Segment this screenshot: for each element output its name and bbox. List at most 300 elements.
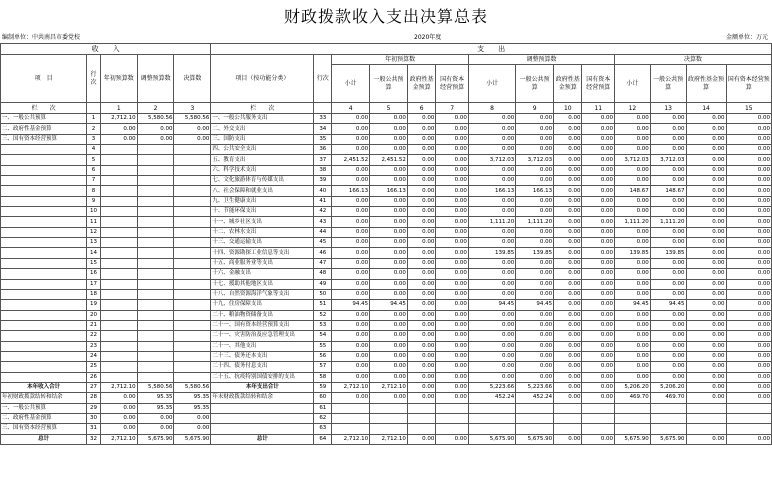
expense-amount-cell: 0.00 <box>370 227 408 237</box>
table-row <box>1 351 772 361</box>
expense-amount-cell: 0.00 <box>554 196 582 206</box>
final-cell: 95.35 <box>174 403 211 413</box>
income-item-cell <box>1 289 87 299</box>
budget-adjusted-cell <box>137 155 174 165</box>
expense-item-cell: 总计 <box>211 434 314 444</box>
expense-item-cell: 一、一般公共服务支出 <box>211 114 314 124</box>
final-cell <box>174 196 211 206</box>
expense-amount-cell <box>726 403 771 413</box>
col-number-cell: 15 <box>726 103 771 114</box>
expense-rowno-cell: 40 <box>314 186 332 196</box>
expense-amount-cell: 148.67 <box>615 186 651 196</box>
expense-amount-cell: 0.00 <box>554 331 582 341</box>
expense-amount-cell: 0.00 <box>554 238 582 248</box>
state-capital-header: 国有资本经营预算 <box>582 65 615 103</box>
budget-adjusted-cell: 0.00 <box>137 413 174 423</box>
expense-amount-cell: 0.00 <box>516 145 554 155</box>
expense-amount-cell: 0.00 <box>554 114 582 124</box>
expense-amount-cell: 0.00 <box>615 269 651 279</box>
budget-initial-cell: 0.00 <box>100 393 137 403</box>
expense-amount-cell: 0.00 <box>332 279 370 289</box>
final-cell <box>174 227 211 237</box>
expense-amount-cell: 0.00 <box>554 227 582 237</box>
budget-initial-cell <box>100 238 137 248</box>
expense-amount-cell: 0.00 <box>554 165 582 175</box>
expense-item-cell: 十一、城乡社区支出 <box>211 217 314 227</box>
expense-rowno-cell: 36 <box>314 145 332 155</box>
expense-amount-cell: 0.00 <box>468 341 515 351</box>
expense-amount-cell <box>615 403 651 413</box>
col-label-cell: 栏 次 <box>211 103 314 114</box>
expense-amount-cell <box>650 424 686 434</box>
col-number-cell: 10 <box>554 103 582 114</box>
expense-amount-cell <box>554 403 582 413</box>
col-number-cell: 7 <box>436 103 469 114</box>
expense-amount-cell: 0.00 <box>332 196 370 206</box>
expense-amount-cell: 0.00 <box>615 207 651 217</box>
budget-adjusted-cell <box>137 207 174 217</box>
expense-amount-cell: 0.00 <box>615 341 651 351</box>
expense-amount-cell: 0.00 <box>582 269 615 279</box>
expense-rowno-cell: 42 <box>314 207 332 217</box>
expense-amount-cell: 0.00 <box>468 134 515 144</box>
expense-amount-cell: 0.00 <box>582 134 615 144</box>
expense-amount-cell: 0.00 <box>726 289 771 299</box>
income-rowno-cell: 30 <box>87 413 101 423</box>
expense-amount-cell: 0.00 <box>436 320 469 330</box>
expense-amount-cell: 0.00 <box>582 279 615 289</box>
income-rowno-cell: 6 <box>87 165 101 175</box>
expense-amount-cell: 0.00 <box>468 258 515 268</box>
fiscal-year: 2020年度 <box>414 34 442 41</box>
expense-rowno-cell: 54 <box>314 331 332 341</box>
expense-amount-cell: 0.00 <box>582 372 615 382</box>
table-row <box>1 248 772 258</box>
expense-amount-cell: 0.00 <box>726 331 771 341</box>
expense-amount-cell: 0.00 <box>554 372 582 382</box>
col-number-cell: 4 <box>332 103 370 114</box>
expense-amount-cell: 0.00 <box>436 393 469 403</box>
expense-item-cell: 十四、资源勘探工业信息等支出 <box>211 248 314 258</box>
expense-amount-cell: 0.00 <box>686 124 726 134</box>
expense-amount-cell <box>370 403 408 413</box>
expense-amount-cell: 0.00 <box>726 341 771 351</box>
budget-adjusted-cell <box>137 227 174 237</box>
expense-rowno-cell: 59 <box>314 382 332 392</box>
expense-amount-cell: 0.00 <box>516 320 554 330</box>
expense-item-cell: 七、文化旅游体育与传媒支出 <box>211 176 314 186</box>
expense-amount-cell: 3,712.03 <box>615 155 651 165</box>
expense-amount-cell: 0.00 <box>582 258 615 268</box>
final-cell <box>174 362 211 372</box>
final-cell: 5,580.56 <box>174 382 211 392</box>
expense-amount-cell: 0.00 <box>615 279 651 289</box>
expense-rowno-cell: 55 <box>314 341 332 351</box>
income-rowno-cell: 4 <box>87 145 101 155</box>
expense-amount-cell: 0.00 <box>516 114 554 124</box>
budget-adjusted-cell <box>137 310 174 320</box>
expense-item-cell: 十、节能环保支出 <box>211 207 314 217</box>
expense-amount-cell: 0.00 <box>332 372 370 382</box>
col-label-cell: 栏 次 <box>1 103 87 114</box>
expense-amount-cell: 0.00 <box>407 372 435 382</box>
expense-amount-cell <box>650 413 686 423</box>
expense-rowno-cell: 60 <box>314 393 332 403</box>
expense-amount-cell: 0.00 <box>686 393 726 403</box>
expense-amount-cell: 0.00 <box>582 165 615 175</box>
expense-amount-cell: 0.00 <box>407 186 435 196</box>
expense-amount-cell: 0.00 <box>516 341 554 351</box>
expense-amount-cell: 0.00 <box>407 176 435 186</box>
table-row <box>1 145 772 155</box>
expense-amount-cell: 0.00 <box>370 114 408 124</box>
expense-amount-cell: 0.00 <box>436 331 469 341</box>
budget-initial-cell <box>100 248 137 258</box>
expense-amount-cell: 469.70 <box>615 393 651 403</box>
expense-amount-cell: 0.00 <box>686 176 726 186</box>
expense-amount-cell <box>370 424 408 434</box>
expense-item-cell: 四、公共安全支出 <box>211 145 314 155</box>
table-row <box>1 114 772 124</box>
expense-amount-cell: 0.00 <box>726 372 771 382</box>
expense-amount-cell: 0.00 <box>582 310 615 320</box>
budget-adjusted-cell <box>137 320 174 330</box>
final-cell <box>174 320 211 330</box>
income-rowno-cell: 8 <box>87 186 101 196</box>
expense-amount-cell: 0.00 <box>686 134 726 144</box>
expense-rowno-cell: 46 <box>314 248 332 258</box>
expense-amount-cell: 0.00 <box>436 114 469 124</box>
expense-amount-cell: 0.00 <box>436 165 469 175</box>
expense-amount-cell: 0.00 <box>370 134 408 144</box>
general-budget-header: 一般公共预算 <box>370 65 408 103</box>
budget-adjusted-cell <box>137 269 174 279</box>
expense-rowno-cell: 61 <box>314 403 332 413</box>
expense-rowno-cell: 34 <box>314 124 332 134</box>
general-budget-header: 一般公共预算 <box>516 65 554 103</box>
income-rowno-cell: 27 <box>87 382 101 392</box>
expense-amount-cell: 0.00 <box>726 176 771 186</box>
expense-amount-cell: 0.00 <box>726 114 771 124</box>
budget-adjusted-cell <box>137 279 174 289</box>
expense-amount-cell: 0.00 <box>686 310 726 320</box>
income-item-cell <box>1 186 87 196</box>
budget-initial-cell <box>100 362 137 372</box>
expense-amount-cell: 0.00 <box>332 362 370 372</box>
expense-amount-cell: 0.00 <box>332 341 370 351</box>
income-item-cell <box>1 155 87 165</box>
budget-initial-cell: 2,712.10 <box>100 434 137 444</box>
expense-amount-cell: 0.00 <box>468 238 515 248</box>
expense-amount-cell: 452.24 <box>516 393 554 403</box>
budget-adjusted-cell <box>137 258 174 268</box>
expense-amount-cell: 0.00 <box>407 207 435 217</box>
table-row <box>1 165 772 175</box>
expense-amount-cell: 0.00 <box>332 165 370 175</box>
expense-amount-cell: 0.00 <box>407 362 435 372</box>
budget-adjusted-cell <box>137 196 174 206</box>
expense-amount-cell: 0.00 <box>554 176 582 186</box>
expense-item-cell: 六、科学技术支出 <box>211 165 314 175</box>
expense-amount-cell: 0.00 <box>370 393 408 403</box>
budget-adjusted-cell: 5,580.56 <box>137 114 174 124</box>
expense-amount-cell: 0.00 <box>686 207 726 217</box>
expense-amount-cell: 5,223.66 <box>516 382 554 392</box>
budget-initial-cell <box>100 155 137 165</box>
expense-amount-cell: 0.00 <box>615 289 651 299</box>
expense-amount-cell: 0.00 <box>686 320 726 330</box>
expense-amount-cell: 0.00 <box>436 269 469 279</box>
table-row <box>1 331 772 341</box>
expense-amount-cell: 469.70 <box>650 393 686 403</box>
income-item-cell: 总计 <box>1 434 87 444</box>
final-cell <box>174 238 211 248</box>
expense-amount-cell: 0.00 <box>554 362 582 372</box>
expense-amount-cell: 0.00 <box>726 155 771 165</box>
expense-amount-cell: 0.00 <box>370 217 408 227</box>
expense-amount-cell: 0.00 <box>582 176 615 186</box>
income-rowno-cell: 14 <box>87 248 101 258</box>
expense-amount-cell: 0.00 <box>650 341 686 351</box>
income-rowno-cell: 19 <box>87 300 101 310</box>
expense-amount-cell: 0.00 <box>554 258 582 268</box>
expense-amount-cell: 0.00 <box>686 351 726 361</box>
final-cell: 5,580.56 <box>174 114 211 124</box>
expense-amount-cell: 0.00 <box>726 351 771 361</box>
expense-amount-cell: 0.00 <box>436 238 469 248</box>
gov-fund-header: 政府性基金预算 <box>407 65 435 103</box>
col-number-cell: 14 <box>686 103 726 114</box>
budget-adjusted-cell: 5,580.56 <box>137 382 174 392</box>
expense-amount-cell: 0.00 <box>726 186 771 196</box>
expense-amount-cell: 0.00 <box>436 341 469 351</box>
expense-amount-cell: 0.00 <box>554 393 582 403</box>
expense-amount-cell: 1,111.20 <box>516 217 554 227</box>
expense-amount-cell: 0.00 <box>686 145 726 155</box>
income-item-cell: 三、国有资本经营预算 <box>1 424 87 434</box>
expense-amount-cell: 0.00 <box>650 289 686 299</box>
table-row <box>1 258 772 268</box>
expense-amount-cell: 0.00 <box>554 434 582 444</box>
expense-amount-cell: 0.00 <box>407 300 435 310</box>
expense-amount-cell <box>582 413 615 423</box>
expense-amount-cell: 0.00 <box>370 269 408 279</box>
table-row <box>1 186 772 196</box>
table-row <box>1 279 772 289</box>
table-row <box>1 134 772 144</box>
table-row <box>1 320 772 330</box>
budget-initial-cell <box>100 186 137 196</box>
expense-amount-cell: 166.13 <box>516 186 554 196</box>
expense-amount-cell: 2,712.10 <box>370 434 408 444</box>
budget-adjusted-cell <box>137 238 174 248</box>
expense-amount-cell: 0.00 <box>370 207 408 217</box>
expense-amount-cell: 0.00 <box>370 341 408 351</box>
expense-amount-cell: 0.00 <box>554 124 582 134</box>
expense-amount-cell: 0.00 <box>436 217 469 227</box>
expense-amount-cell: 0.00 <box>615 372 651 382</box>
income-item-cell: 二、政府性基金预算 <box>1 124 87 134</box>
expense-amount-cell: 2,451.52 <box>332 155 370 165</box>
expense-amount-cell: 0.00 <box>407 217 435 227</box>
budget-adjusted-cell: 0.00 <box>137 124 174 134</box>
budget-initial-cell: 0.00 <box>100 424 137 434</box>
expense-amount-cell: 0.00 <box>407 196 435 206</box>
expense-amount-cell: 0.00 <box>468 145 515 155</box>
expense-amount-cell: 0.00 <box>582 351 615 361</box>
subtotal-header: 小计 <box>468 65 515 103</box>
expense-amount-cell: 0.00 <box>615 258 651 268</box>
final-cell: 5,675.90 <box>174 434 211 444</box>
expense-amount-cell: 0.00 <box>615 227 651 237</box>
budget-adjusted-cell <box>137 331 174 341</box>
income-rowno-cell: 24 <box>87 351 101 361</box>
expense-amount-cell: 0.00 <box>516 279 554 289</box>
col-number-cell: 12 <box>615 103 651 114</box>
expense-item-cell: 十三、交通运输支出 <box>211 238 314 248</box>
budget-initial-cell <box>100 320 137 330</box>
expense-amount-cell <box>436 403 469 413</box>
expense-item-cell <box>211 424 314 434</box>
expense-amount-cell: 0.00 <box>726 134 771 144</box>
general-budget-header: 一般公共预算 <box>650 65 686 103</box>
expense-amount-cell: 139.85 <box>650 248 686 258</box>
expense-amount-cell: 1,111.20 <box>468 217 515 227</box>
budget-initial-cell: 0.00 <box>100 413 137 423</box>
income-rowno-cell: 13 <box>87 238 101 248</box>
expense-amount-cell: 0.00 <box>332 145 370 155</box>
expense-amount-cell: 0.00 <box>726 269 771 279</box>
expense-amount-cell: 166.13 <box>370 186 408 196</box>
expense-amount-cell: 0.00 <box>686 155 726 165</box>
expense-amount-cell: 0.00 <box>407 165 435 175</box>
final-cell <box>174 289 211 299</box>
expense-amount-cell: 0.00 <box>370 279 408 289</box>
subtotal-header: 小计 <box>332 65 370 103</box>
expense-amount-cell: 0.00 <box>370 165 408 175</box>
income-item-cell <box>1 300 87 310</box>
expense-amount-cell: 0.00 <box>436 227 469 237</box>
income-rowno-cell: 17 <box>87 279 101 289</box>
expense-amount-cell: 0.00 <box>370 238 408 248</box>
table-row <box>1 289 772 299</box>
expense-amount-cell: 0.00 <box>516 372 554 382</box>
expense-amount-cell: 0.00 <box>582 114 615 124</box>
expense-amount-cell: 0.00 <box>650 165 686 175</box>
expense-amount-cell: 0.00 <box>650 331 686 341</box>
expense-amount-cell: 0.00 <box>407 341 435 351</box>
expense-amount-cell: 0.00 <box>650 196 686 206</box>
expense-item-cell <box>211 403 314 413</box>
expense-amount-cell: 5,675.90 <box>468 434 515 444</box>
expense-amount-cell: 0.00 <box>582 362 615 372</box>
expense-rowno-cell: 62 <box>314 413 332 423</box>
expense-amount-cell <box>686 424 726 434</box>
expense-amount-cell: 0.00 <box>726 124 771 134</box>
expense-amount-cell: 0.00 <box>615 362 651 372</box>
expense-amount-cell: 0.00 <box>650 320 686 330</box>
expense-amount-cell: 452.24 <box>468 393 515 403</box>
expense-amount-cell: 148.67 <box>650 186 686 196</box>
final-cell <box>174 207 211 217</box>
expense-item-cell: 本年支出合计 <box>211 382 314 392</box>
expense-amount-cell: 0.00 <box>407 393 435 403</box>
table-row <box>1 362 772 372</box>
expense-amount-cell: 0.00 <box>582 186 615 196</box>
expense-amount-cell: 0.00 <box>436 310 469 320</box>
table-row <box>1 424 772 434</box>
expense-amount-cell <box>468 403 515 413</box>
final-cell <box>174 145 211 155</box>
expense-item-cell: 二、外交支出 <box>211 124 314 134</box>
expense-amount-cell: 0.00 <box>436 145 469 155</box>
expense-amount-cell: 0.00 <box>582 196 615 206</box>
income-item-cell <box>1 165 87 175</box>
table-row <box>1 196 772 206</box>
expense-amount-cell: 0.00 <box>370 176 408 186</box>
income-item-cell <box>1 362 87 372</box>
budget-adjusted-cell <box>137 176 174 186</box>
expense-amount-cell: 0.00 <box>468 362 515 372</box>
final-cell <box>174 331 211 341</box>
expense-amount-cell: 0.00 <box>615 165 651 175</box>
budget-adjusted-cell <box>137 341 174 351</box>
expense-amount-cell: 0.00 <box>468 176 515 186</box>
budget-initial-cell <box>100 145 137 155</box>
expense-amount-cell: 0.00 <box>436 300 469 310</box>
expense-item-cell: 二十五、抗疫特别国债安排的支出 <box>211 372 314 382</box>
expense-rowno-cell: 58 <box>314 372 332 382</box>
final-cell <box>174 165 211 175</box>
expense-amount-cell: 0.00 <box>582 341 615 351</box>
expense-amount-cell: 0.00 <box>615 124 651 134</box>
table-row <box>1 124 772 134</box>
final-cell <box>174 258 211 268</box>
expense-amount-cell: 0.00 <box>516 289 554 299</box>
expense-amount-cell: 0.00 <box>726 227 771 237</box>
expense-rowno-cell: 45 <box>314 238 332 248</box>
expense-amount-cell: 0.00 <box>407 145 435 155</box>
expense-amount-cell: 0.00 <box>582 145 615 155</box>
expense-amount-cell: 0.00 <box>726 310 771 320</box>
expense-amount-cell: 0.00 <box>332 351 370 361</box>
expense-amount-cell: 94.45 <box>516 300 554 310</box>
income-rowno-cell: 23 <box>87 341 101 351</box>
budget-adjusted-cell <box>137 165 174 175</box>
budget-adjusted-cell <box>137 300 174 310</box>
expense-amount-cell <box>436 413 469 423</box>
expense-amount-cell: 0.00 <box>686 114 726 124</box>
expense-amount-cell <box>516 424 554 434</box>
budget-summary-table <box>0 43 772 445</box>
expense-item-cell: 十七、援助其他地区支出 <box>211 279 314 289</box>
expense-amount-cell: 0.00 <box>370 289 408 299</box>
income-rowno-cell: 18 <box>87 289 101 299</box>
expense-amount-cell: 0.00 <box>407 351 435 361</box>
income-item-header: 项 目 <box>1 55 87 103</box>
expense-amount-cell: 0.00 <box>436 351 469 361</box>
income-item-cell: 三、国有资本经营预算 <box>1 134 87 144</box>
income-item-cell <box>1 145 87 155</box>
expense-rowno-cell: 37 <box>314 155 332 165</box>
income-item-cell <box>1 238 87 248</box>
table-row <box>1 434 772 444</box>
income-rowno-cell: 31 <box>87 424 101 434</box>
income-item-cell <box>1 227 87 237</box>
expense-amount-cell <box>554 424 582 434</box>
expense-amount-cell: 0.00 <box>370 362 408 372</box>
income-item-cell: 二、政府性基金预算 <box>1 413 87 423</box>
